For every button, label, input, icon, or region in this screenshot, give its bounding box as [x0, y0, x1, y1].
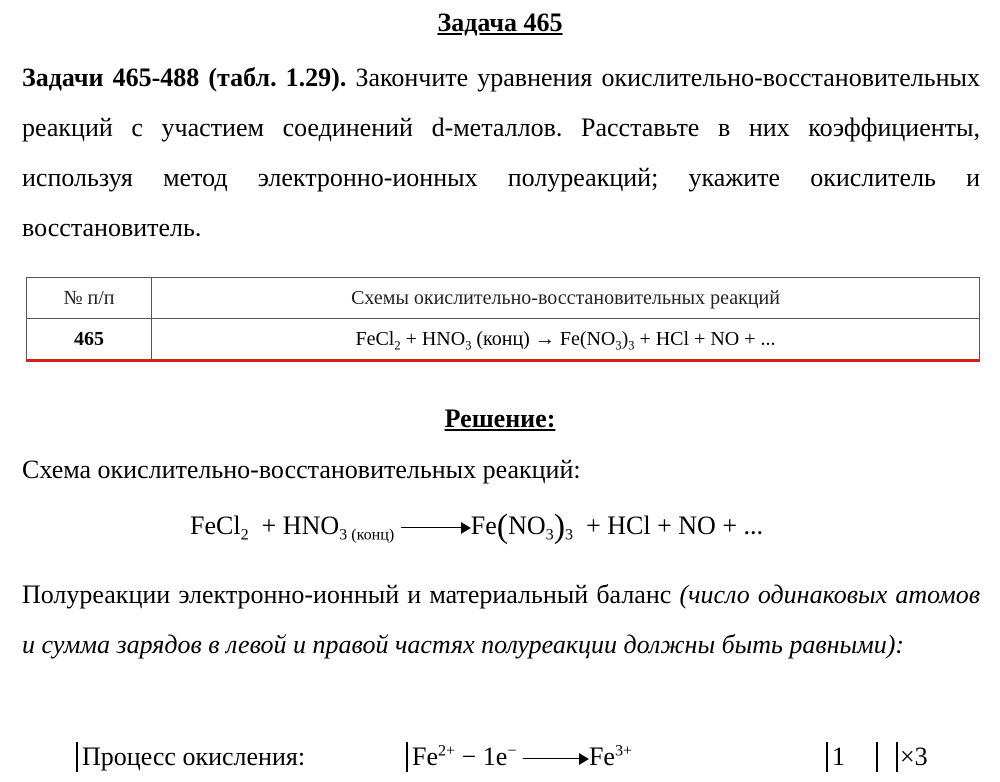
coefficient-1: 1 [826, 742, 845, 772]
scheme-label: Схема окислительно-восстановительных реакций: [22, 455, 581, 484]
task-instructions: Закончите уравнения окислительно-восстановительных реакций с участием соединений d-металлов. Расставьте в них коэффициенты, используя метод электронно-ионных полуреакций; укажите окислитель и восстановитель. [22, 63, 980, 242]
header-number: № п/п [27, 278, 152, 319]
oxidation-process [76, 742, 976, 782]
arrow-icon [523, 749, 589, 769]
reaction-equation: FeCl$_2$ + $HNO_{3 (конц)}$ $Fe(NO_3)_3$ + HCl + NO + ... [190, 508, 763, 545]
table-header-row [27, 278, 980, 319]
task-text [22, 53, 980, 253]
balance-italic: (число одинаковых атомов и сумма зарядов в левой и правой частях полуреакции должны быть равными): [22, 580, 981, 659]
task-range: Задачи 465-488 (табл. 1.29). [22, 63, 347, 92]
task-table [26, 277, 980, 362]
balance-text [22, 570, 980, 670]
page-title: Задача 465 [437, 8, 563, 37]
row-number: 465 [27, 319, 152, 361]
header-scheme: Схемы окислительно-восстановительных реакций [152, 278, 980, 319]
solution-title: Решение: [444, 404, 556, 433]
row-scheme: FeCl$_2$ + $HNO_3$ (конц) → $Fe(NO_3)_3$ + HCl + NO + ... [152, 319, 980, 361]
arrow-icon [401, 518, 471, 538]
table-row [27, 319, 980, 361]
divider [876, 742, 878, 772]
half-reaction: $Fe^{2+} - 1e^-$ $Fe^{3+}$ [406, 742, 632, 772]
coefficient-multiplier: ×3 [896, 742, 928, 772]
balance-plain: Полуреакции электронно-ионный и материальный баланс [22, 580, 672, 609]
process-label: Процесс окисления: [76, 742, 305, 772]
